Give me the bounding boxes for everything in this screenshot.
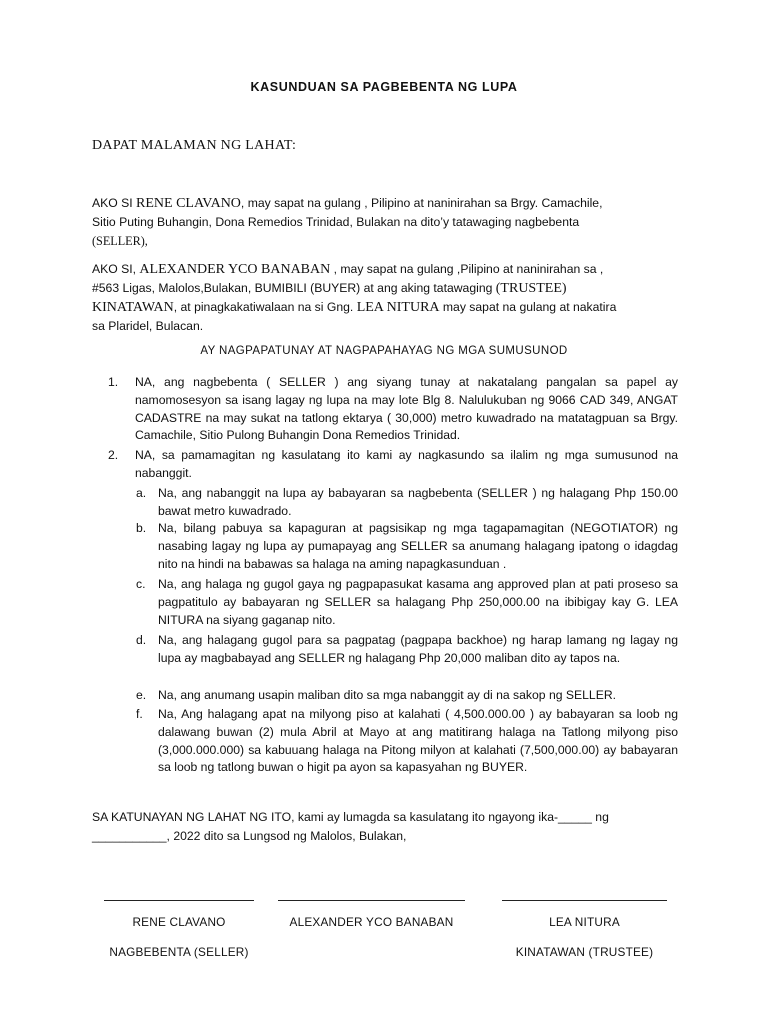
closing-line-1: SA KATUNAYAN NG LAHAT NG ITO, kami ay lumagda sa kasulatang ito ngayong ika-_____ ng bbox=[92, 810, 609, 824]
sub-item-letter: d. bbox=[136, 633, 147, 647]
list-item bbox=[108, 374, 678, 445]
seller-line-2: Sitio Puting Buhangin, Dona Remedios Trinidad, Bulakan na dito’y tatawaging nagbebenta bbox=[92, 215, 580, 229]
closing-line-2: ___________, 2022 dito sa Lungsod ng Malolos, Bulakan, bbox=[92, 829, 407, 843]
signatory-role-trustee: KINATAWAN (TRUSTEE) bbox=[515, 945, 654, 959]
list-item bbox=[108, 447, 678, 483]
seller-line-3: (SELLER), bbox=[92, 234, 148, 248]
sub-list-item bbox=[136, 706, 678, 777]
buyer-line-3: KINATAWAN, at pinagkakatiwalaan na si Gng. LEA NITURA may sapat na gulang at nakatira bbox=[92, 300, 617, 315]
signatory-name-buyer: ALEXANDER YCO BANABAN bbox=[289, 915, 454, 929]
seller-paragraph bbox=[92, 194, 688, 251]
seller-line-1: AKO SI RENE CLAVANO, may sapat na gulang , Pilipino at naninirahan sa Brgy. Camachile, bbox=[92, 196, 603, 211]
buyer-line-1: AKO SI, ALEXANDER YCO BANABAN , may sapat na gulang ,Pilipino at naninirahan sa , bbox=[92, 262, 604, 277]
sub-item-letter: f. bbox=[136, 707, 143, 721]
item-number: 1. bbox=[108, 375, 119, 389]
sub-list-item bbox=[136, 485, 678, 521]
sub-item-text: Na, bilang pabuya sa kapaguran at pagsisikap ng mga tagapamagitan (NEGOTIATOR) ng nasabing lagay ng lupa ay pumapayag ang SELLER sa anumang halagang ipatong o idagdag nito na hindi na babawas sa halaga na aming napagkasunduan . bbox=[158, 521, 678, 571]
closing-statement bbox=[92, 808, 692, 846]
sub-item-letter: b. bbox=[136, 521, 147, 535]
sub-item-text: Na, ang anumang usapin maliban dito sa mga nabanggit ay di na sakop ng SELLER. bbox=[158, 688, 617, 702]
buyer-line-2: #563 Ligas, Malolos,Bulakan, BUMIBILI (BUYER) at ang aking tatawaging (TRUSTEE) bbox=[92, 281, 567, 296]
sub-item-text: Na, ang halagang gugol para sa pagpatag (pagpapa backhoe) ng harap lamang ng lagay ng lupa ay magbabayad ang SELLER ng halagang Php 20,000 maliban dito ay tapos na. bbox=[158, 633, 678, 665]
signatory-name-trustee: LEA NITURA bbox=[549, 915, 620, 929]
signatory-name-seller: RENE CLAVANO bbox=[132, 915, 226, 929]
item-text: NA, sa pamamagitan ng kasulatang ito kami ay nagkasundo sa ilalim ng mga sumusunod na nabanggit. bbox=[135, 448, 678, 480]
buyer-line-4: sa Plaridel, Bulacan. bbox=[92, 319, 204, 333]
signatory-role-seller: NAGBEBENTA (SELLER) bbox=[109, 945, 249, 959]
signature-line-trustee bbox=[502, 900, 667, 901]
trustee-name: LEA NITURA bbox=[356, 300, 440, 315]
item-text: NA, ang nagbebenta ( SELLER ) ang siyang tunay at nakatalang pangalan sa papel ay namomosesyon sa isang lagay ng lupa na may lote Blg 8. Nalulukuban ng 9066 CAD 349, ANGAT CADASTRE na may sukat na tatlong ektarya ( 30,000) metro kuwadrado na matatagpuan sa Brgy. Camachile, Sitio Pulong Buhangin Dona Remedios Trinidad. bbox=[135, 375, 678, 443]
document-title: KASUNDUAN SA PAGBEBENTA NG LUPA bbox=[250, 80, 518, 94]
sub-item-letter: a. bbox=[136, 486, 147, 500]
buyer-paragraph bbox=[92, 260, 688, 336]
sub-list-item bbox=[136, 632, 678, 668]
sub-item-text: Na, Ang halagang apat na milyong piso at kalahati ( 4,500.000.00 ) ay babayaran sa loob ng dalawang buwan (2) mula Abril at Mayo at ang matitirang halaga na Tatlong milyong piso (3,000.000.000) sa kabuuang halaga na Pitong milyon at kalahati (7,500,000.00) ay babayaran sa loob ng tatlong buwan o higit pa ayon sa kapasyahan ng BUYER. bbox=[158, 707, 678, 775]
signature-line-seller bbox=[104, 900, 254, 901]
subheading: AY NAGPAPATUNAY AT NAGPAPAHAYAG NG MGA SUMUSUNOD bbox=[200, 345, 568, 357]
sub-list-item bbox=[136, 576, 678, 629]
sub-item-letter: c. bbox=[136, 577, 146, 591]
sub-item-text: Na, ang nabanggit na lupa ay babayaran sa nagbebenta (SELLER ) ng halagang Php 150.00 bawat metro kuwadrado. bbox=[158, 486, 678, 518]
sub-item-letter: e. bbox=[136, 688, 147, 702]
seller-name: RENE CLAVANO bbox=[136, 196, 241, 211]
sub-list-item bbox=[136, 687, 678, 705]
salutation: DAPAT MALAMAN NG LAHAT: bbox=[92, 138, 297, 153]
buyer-name: ALEXANDER YCO BANABAN bbox=[139, 262, 331, 277]
sub-item-text: Na, ang halaga ng gugol gaya ng pagpapasukat kasama ang approved plan at pati proseso sa pagpatitulo ay babayaran ng SELLER sa halagang Php 250,000.00 na ibibigay kay G. LEA NITURA na siyang gaganap nito. bbox=[158, 577, 678, 627]
item-number: 2. bbox=[108, 448, 119, 462]
sub-list-item bbox=[136, 520, 678, 573]
signature-line-buyer bbox=[278, 900, 465, 901]
